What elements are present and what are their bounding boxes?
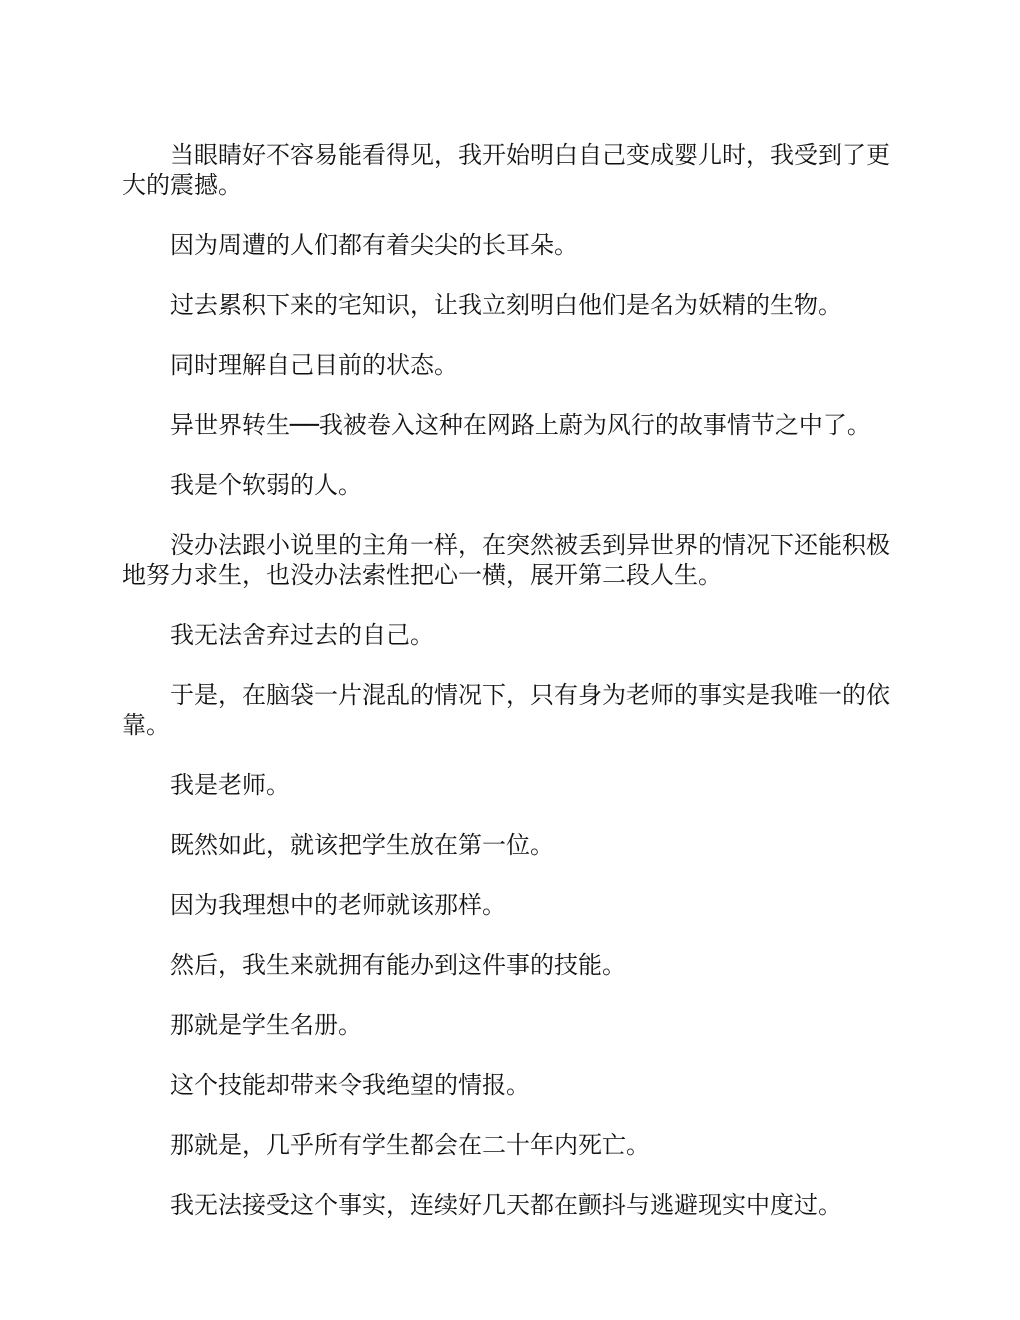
paragraph: 因为周遭的人们都有着尖尖的长耳朵。 [170,231,578,259]
paragraph: 我是老师。 [170,771,290,799]
paragraph: 当眼睛好不容易能看得见，我开始明白自己变成婴儿时，我受到了更大的震撼。 [122,141,890,199]
paragraph: 那就是学生名册。 [170,1011,362,1039]
paragraph: 于是，在脑袋一片混乱的情况下，只有身为老师的事实是我唯一的依靠。 [122,681,890,739]
paragraph: 过去累积下来的宅知识，让我立刻明白他们是名为妖精的生物。 [170,291,842,319]
paragraph: 因为我理想中的老师就该那样。 [170,891,506,919]
document-body [122,140,900,1250]
paragraph: 异世界转生──我被卷入这种在网路上蔚为风行的故事情节之中了。 [170,411,871,439]
paragraph: 同时理解自己目前的状态。 [170,351,458,379]
paragraph: 那就是，几乎所有学生都会在二十年内死亡。 [170,1131,650,1159]
paragraph: 既然如此，就该把学生放在第一位。 [170,831,554,859]
paragraph: 我无法舍弃过去的自己。 [170,621,434,649]
paragraph: 我是个软弱的人。 [170,471,362,499]
paragraph: 然后，我生来就拥有能办到这件事的技能。 [170,951,626,979]
paragraph: 我无法接受这个事实，连续好几天都在颤抖与逃避现实中度过。 [170,1191,842,1219]
paragraph: 没办法跟小说里的主角一样，在突然被丢到异世界的情况下还能积极地努力求生，也没办法索性把心一横，展开第二段人生。 [122,531,890,589]
paragraph: 这个技能却带来令我绝望的情报。 [170,1071,530,1099]
